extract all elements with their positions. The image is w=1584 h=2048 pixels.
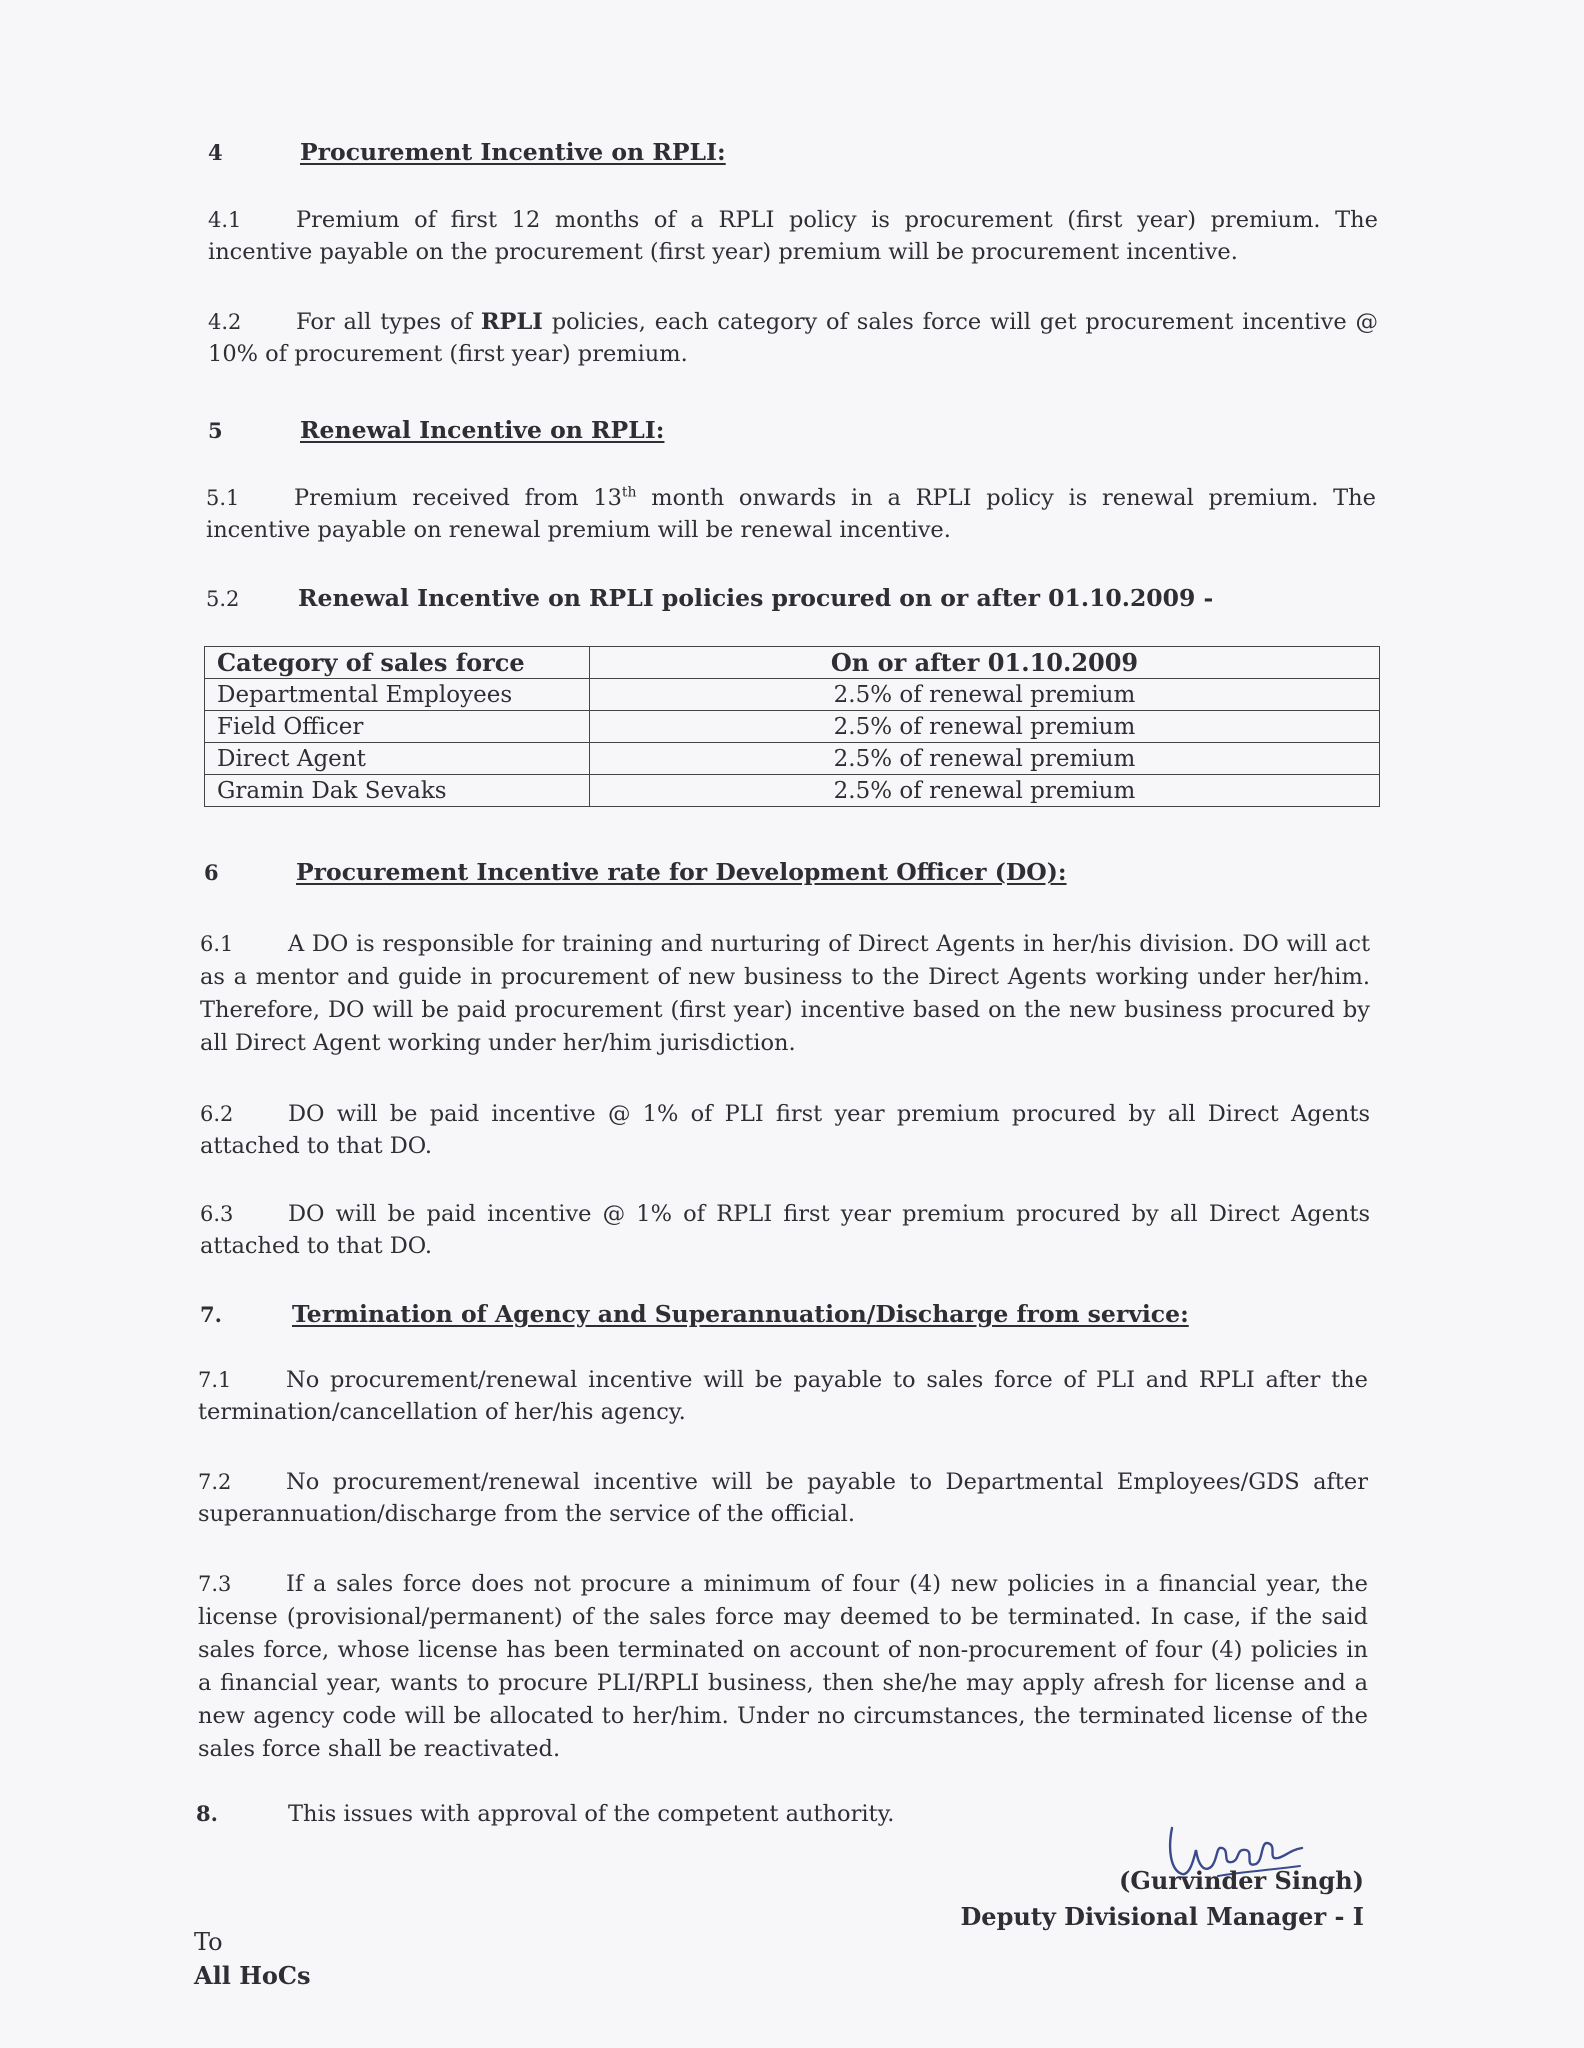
para-text-post: policies, each category of sales force will get procurement incentive @ 10% of procurement (first year) premium. [208, 309, 1379, 367]
renewal-incentive-table [204, 646, 1380, 807]
table-header-cell: On or after 01.10.2009 [590, 647, 1380, 679]
para-text-pre: Premium received from 13 [294, 485, 622, 511]
para-6-2 [200, 1098, 1370, 1162]
para-text: Premium of first 12 months of a RPLI policy is procurement (first year) premium. The incentive payable on the procurement (first year) premium will be procurement incentive. [208, 207, 1378, 265]
superscript: th [621, 484, 637, 501]
para-text: No procurement/renewal incentive will be payable to sales force of PLI and RPLI after the termination/cancellation of her/his agency. [198, 1367, 1368, 1425]
para-number: 4.2 [208, 310, 242, 334]
para-6-1 [200, 928, 1370, 1060]
section-6-heading [204, 856, 1067, 889]
para-number: 7.2 [198, 1470, 232, 1494]
section-number: 6 [204, 860, 219, 885]
para-8 [196, 1798, 894, 1830]
section-title: Procurement Incentive on RPLI: [300, 138, 726, 166]
para-number: 7.1 [198, 1368, 232, 1392]
table-cell: Field Officer [205, 711, 590, 743]
section-number: 7. [200, 1302, 222, 1327]
to-label: To [194, 1928, 223, 1956]
para-text: This issues with approval of the competent authority. [288, 1801, 895, 1827]
table-row [205, 679, 1380, 711]
section-5-heading [208, 414, 664, 447]
para-number: 6.2 [200, 1102, 234, 1126]
section-number: 5 [208, 418, 223, 443]
para-number: 7.3 [198, 1572, 232, 1596]
para-text: A DO is responsible for training and nurturing of Direct Agents in her/his division. DO will act as a mentor and guide in procurement of new business to the Direct Agents working under her/him. Therefore, DO will be paid procurement (first year) incentive based on the new business procured by all Direct Agent working under her/him jurisdiction. [200, 931, 1370, 1056]
para-text-pre: For all types of [296, 309, 472, 335]
table-row [205, 743, 1380, 775]
section-7-heading [200, 1298, 1189, 1331]
table-cell: Direct Agent [205, 743, 590, 775]
section-title: Procurement Incentive rate for Development Officer (DO): [296, 858, 1067, 886]
table-cell: 2.5% of renewal premium [590, 743, 1380, 775]
section-4-heading [208, 136, 726, 169]
para-text: DO will be paid incentive @ 1% of RPLI first year premium procured by all Direct Agents attached to that DO. [200, 1201, 1370, 1259]
table-header-cell: Category of sales force [205, 647, 590, 679]
para-7-1 [198, 1364, 1368, 1428]
para-text-post: month onwards in a RPLI policy is renewal premium. The incentive payable on renewal premium will be renewal incentive. [206, 485, 1376, 543]
para-5-2 [206, 582, 1213, 615]
para-text: If a sales force does not procure a minimum of four (4) new policies in a financial year, the license (provisional/permanent) of the sales force may deemed to be terminated. In case, if the said sales force, whose license has been terminated on account of non-procurement of four (4) policies in a financial year, wants to procure PLI/RPLI business, then she/he may apply afresh for license and a new agency code will be allocated to her/him. Under no circumstances, the terminated license of the sales force shall be reactivated. [198, 1571, 1368, 1762]
para-4-1 [208, 204, 1378, 268]
para-number: 4.1 [208, 208, 242, 232]
para-7-3 [198, 1568, 1368, 1766]
section-title: Renewal Incentive on RPLI: [300, 416, 665, 444]
table-header-row [205, 647, 1380, 679]
para-7-2 [198, 1466, 1368, 1530]
para-number: 8. [196, 1801, 218, 1826]
table-cell: 2.5% of renewal premium [590, 679, 1380, 711]
para-text: No procurement/renewal incentive will be payable to Departmental Employees/GDS after superannuation/discharge from the service of the official. [198, 1469, 1368, 1527]
para-number: 6.1 [200, 932, 234, 956]
table-cell: 2.5% of renewal premium [590, 711, 1380, 743]
section-number: 4 [208, 140, 223, 165]
para-5-1 [206, 482, 1376, 546]
signatory-name: (Gurvinder Singh) [1119, 1866, 1364, 1895]
para-text: DO will be paid incentive @ 1% of PLI first year premium procured by all Direct Agents attached to that DO. [200, 1101, 1370, 1159]
table-cell: Gramin Dak Sevaks [205, 775, 590, 807]
table-row [205, 711, 1380, 743]
para-6-3 [200, 1198, 1370, 1262]
para-number: 5.1 [206, 486, 240, 510]
section-title: Termination of Agency and Superannuation/Discharge from service: [292, 1300, 1189, 1328]
para-text-bold: RPLI [480, 309, 543, 335]
para-title: Renewal Incentive on RPLI policies procured on or after 01.10.2009 - [298, 584, 1214, 612]
para-4-2 [208, 306, 1378, 370]
table-row [205, 775, 1380, 807]
table-cell: Departmental Employees [205, 679, 590, 711]
addressee-block [194, 1925, 311, 1993]
para-number: 6.3 [200, 1202, 234, 1226]
signatory-designation: Deputy Divisional Manager - I [960, 1902, 1364, 1931]
table-cell: 2.5% of renewal premium [590, 775, 1380, 807]
para-number: 5.2 [206, 587, 240, 611]
recipient: All HoCs [194, 1961, 311, 1990]
